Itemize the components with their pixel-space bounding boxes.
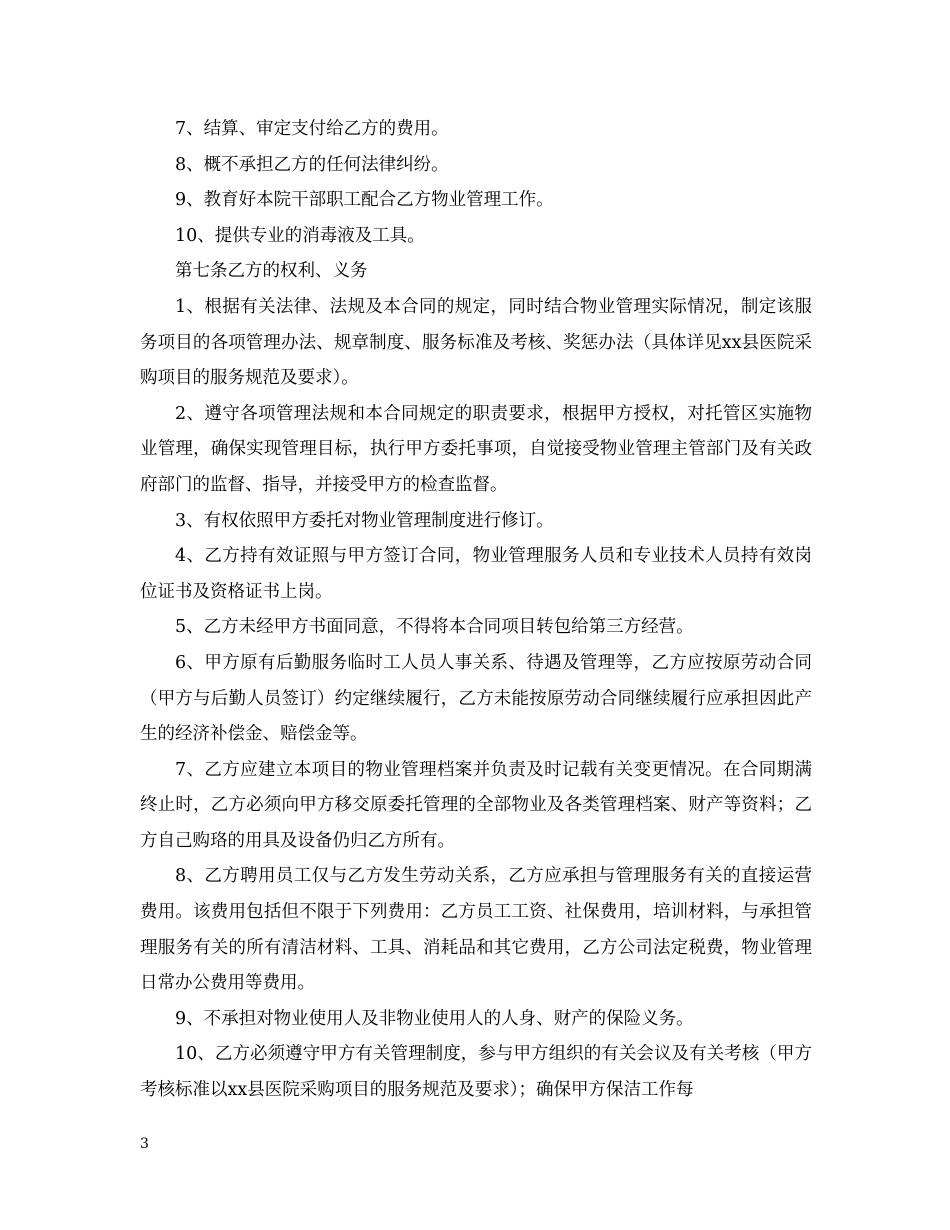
paragraph-rights-5: 5、乙方未经甲方书面同意，不得将本合同项目转包给第三方经营。 bbox=[175, 617, 694, 638]
paragraph-rights-10: 10、乙方必须遵守甲方有关管理制度，参与甲方组织的有关会议及有关考核（甲方考核标准以xx县医院采购项目的服务规范及要求）；确保甲方保洁工作每 bbox=[140, 1044, 812, 1101]
paragraph-obligation-8: 8、概不承担乙方的任何法律纠纷。 bbox=[175, 154, 449, 175]
paragraph-rights-9: 9、不承担对物业使用人及非物业使用人的人身、财产的保险义务。 bbox=[175, 1008, 694, 1029]
paragraph-rights-6: 6、甲方原有后勤服务临时工人员人事关系、待遇及管理等，乙方应按原劳动合同（甲方与后勤人员签订）约定继续履行，乙方未能按原劳动合同继续履行应承担因此产生的经济补偿金、赔偿金等。 bbox=[140, 652, 812, 745]
paragraph-rights-2: 2、遵守各项管理法规和本合同规定的职责要求，根据甲方授权，对托管区实施物业管理，确保实现管理目标，执行甲方委托事项，自觉接受物业管理主管部门及有关政府部门的监督、指导，并接受甲方的检查监督。 bbox=[140, 403, 812, 495]
page-number: 3 bbox=[140, 1136, 149, 1152]
paragraph-rights-8: 8、乙方聘用员工仅与乙方发生劳动关系，乙方应承担与管理服务有关的直接运营费用。该费用包括但不限于下列费用：乙方员工工资、社保费用，培训材料，与承担管理服务有关的所有清洁材料、工具、消耗品和其它费用，乙方公司法定税费，物业管理日常办公费用等费用。 bbox=[140, 866, 812, 994]
section-heading-article-7: 第七条乙方的权利、义务 bbox=[175, 261, 368, 282]
paragraph-obligation-9: 9、教育好本院干部职工配合乙方物业管理工作。 bbox=[175, 190, 554, 211]
paragraph-rights-7: 7、乙方应建立本项目的物业管理档案并负责及时记载有关变更情况。在合同期满终止时，乙方必须向甲方移交原委托管理的全部物业及各类管理档案、财产等资料；乙方自己购珞的用具及设备仍归乙方所有。 bbox=[140, 759, 812, 851]
document-body bbox=[140, 112, 812, 1109]
paragraph-obligation-7: 7、结算、审定支付给乙方的费用。 bbox=[175, 119, 449, 139]
paragraph-rights-1: 1、根据有关法律、法规及本合同的规定，同时结合物业管理实际情况，制定该服务项目的各项管理办法、规章制度、服务标准及考核、奖惩办法（具体详见xx县医院采购项目的服务规范及要求）。 bbox=[140, 296, 812, 389]
paragraph-obligation-10: 10、提供专业的消毒液及工具。 bbox=[175, 225, 425, 246]
paragraph-rights-4: 4、乙方持有效证照与甲方签订合同，物业管理服务人员和专业技术人员持有效岗位证书及资格证书上岗。 bbox=[140, 546, 812, 602]
paragraph-rights-3: 3、有权依照甲方委托对物业管理制度进行修订。 bbox=[175, 510, 554, 531]
